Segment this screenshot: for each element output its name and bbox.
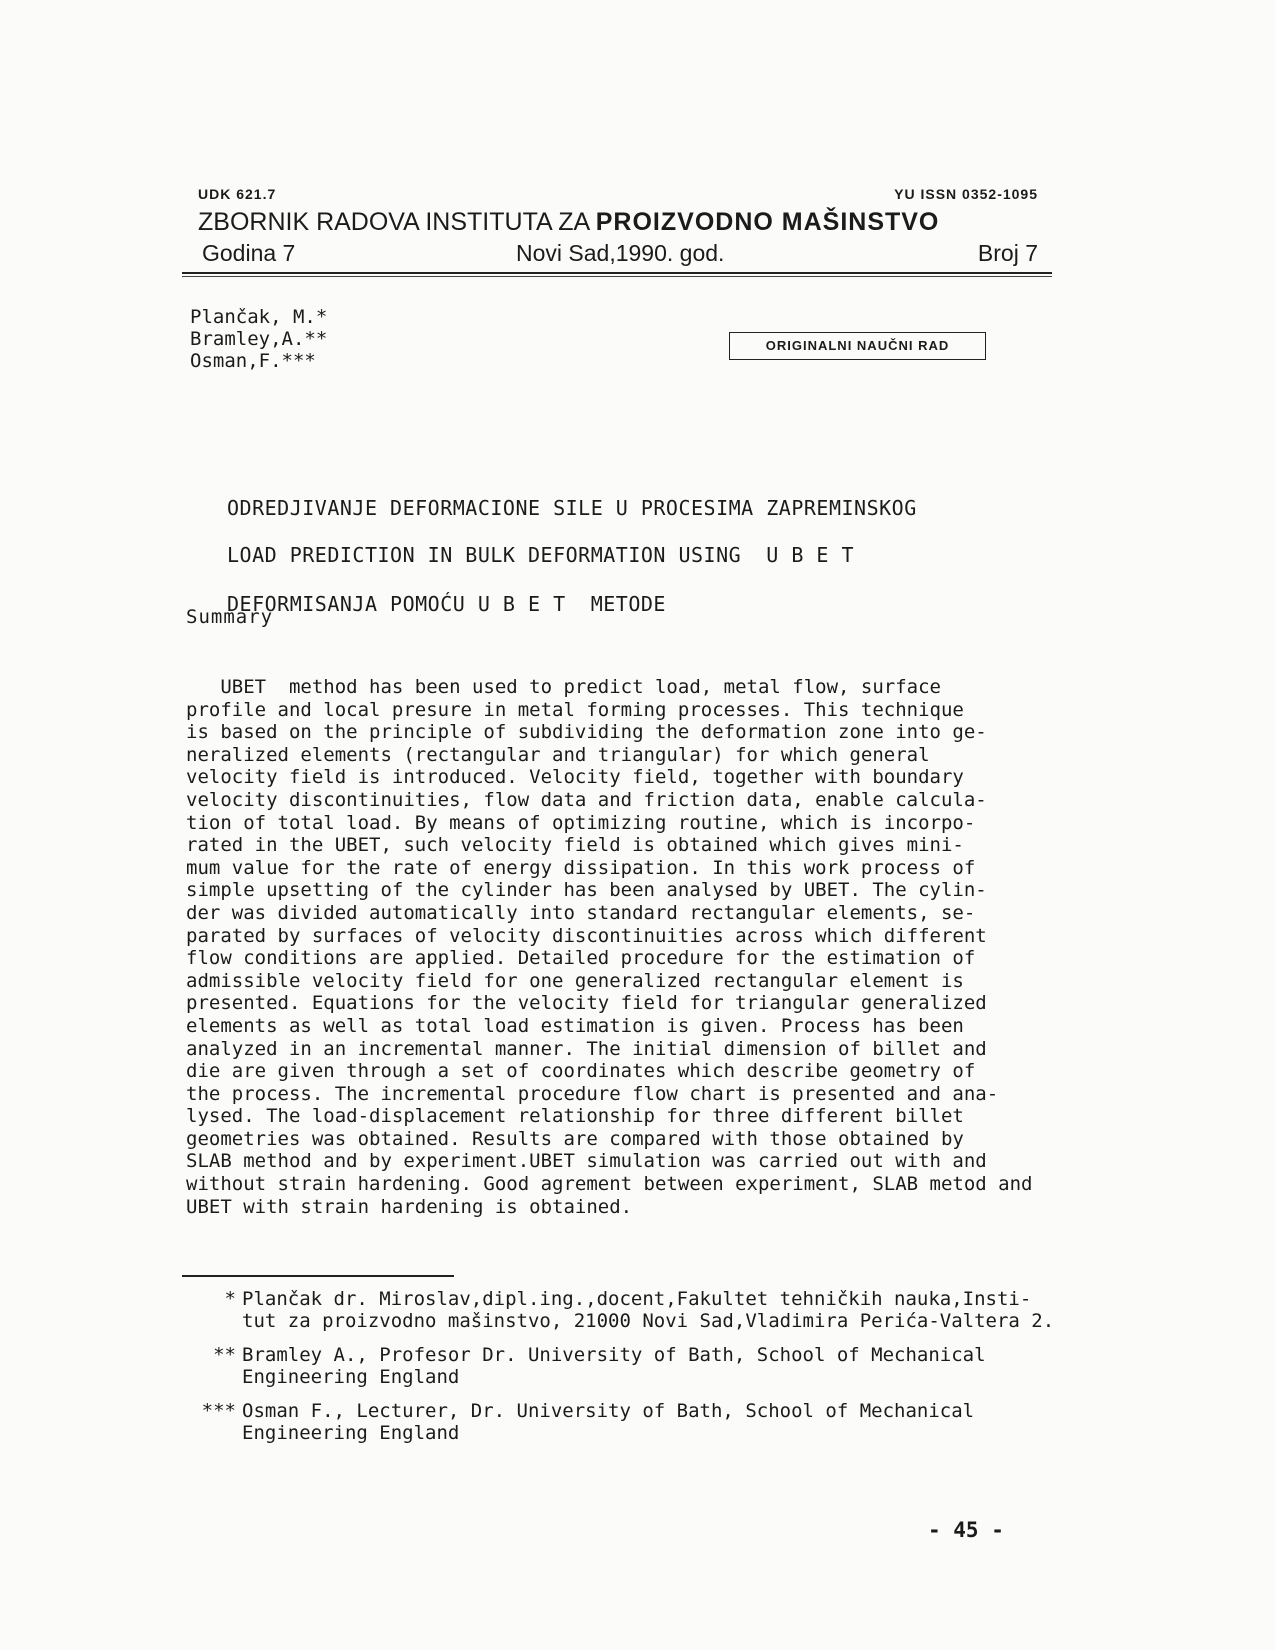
abstract-line: velocity field is introduced. Velocity field, together with boundary [186,766,964,789]
summary-heading: Summary [186,606,274,628]
year-label: Godina 7 [202,240,296,266]
issn-code: YU ISSN 0352-1095 [894,186,1038,202]
title-local [227,428,917,652]
abstract-line: der was divided automatically into standard rectangular elements, se- [186,901,976,924]
abstract-line: admissible velocity field for one generalized rectangular element is [186,969,964,992]
footnote [186,1288,1054,1332]
page-number: - 45 - [928,1518,1004,1542]
paper-type-badge: ORIGINALNI NAUČNI RAD [729,332,986,360]
place-date: Novi Sad,1990. god. [516,240,725,266]
abstract-line: SLAB method and by experiment.UBET simulation was carried out with and [186,1150,987,1173]
abstract-line: lysed. The load-displacement relationship for three different billet [186,1105,964,1128]
abstract-line: without strain hardening. Good agrement between experiment, SLAB metod and [186,1173,1033,1196]
abstract-line: UBET with strain hardening is obtained. [186,1195,633,1218]
abstract-line: is based on the principle of subdividing the deformation zone into ge- [186,721,987,744]
footnote-line: tut za proizvodno mašinstvo, 21000 Novi Sad,Vladimira Perića-Valtera 2. [242,1310,1055,1332]
journal-title-regular: ZBORNIK RADOVA INSTITUTA ZA [198,208,596,236]
title-english: LOAD PREDICTION IN BULK DEFORMATION USING U B E T [227,543,855,567]
footnote-mark: ** [213,1344,236,1366]
footnote-line: Bramley A., Profesor Dr. University of Bath, School of Mechanical [242,1344,986,1366]
abstract-line: presented. Equations for the velocity field for triangular generalized [186,992,987,1015]
footnote-line: Osman F., Lecturer, Dr. University of Bath, School of Mechanical [242,1400,975,1422]
footnote-line: Engineering England [242,1366,460,1388]
author: Osman,F.*** [190,350,316,372]
footnotes [186,1288,1054,1456]
issue-number: Broj 7 [977,240,1038,266]
abstract-line: neralized elements (rectangular and triangular) for which general [186,743,930,766]
abstract-line: velocity discontinuities, flow data and friction data, enable calcula- [186,788,987,811]
abstract-line: elements as well as total load estimation is given. Process has been [186,1014,964,1037]
abstract-line: geometries was obtained. Results are compared with those obtained by [186,1127,964,1150]
footnote-line: Engineering England [242,1422,460,1444]
author: Bramley,A.** [190,328,328,350]
journal-title-bold: PROIZVODNO MAŠINSTVO [595,208,940,236]
abstract-line: UBET method has been used to predict load, metal flow, surface [186,676,941,698]
abstract-line: parated by surfaces of velocity discontinuities across which different [186,924,987,947]
abstract [186,676,1066,1218]
abstract-line: flow conditions are applied. Detailed procedure for the estimation of [186,947,976,970]
title-local-line: DEFORMISANJA POMOĆU U B E T METODE [227,592,666,616]
abstract-line: profile and local presure in metal forming processes. This technique [186,698,964,721]
author-list [190,306,327,372]
udk-code: UDK 621.7 [198,186,277,202]
footnote [186,1400,1054,1444]
abstract-line: the process. The incremental procedure flow chart is presented and ana- [186,1082,999,1105]
footnote-mark: *** [201,1400,236,1422]
author: Plančak, M.* [190,306,328,328]
abstract-line: rated in the UBET, such velocity field is obtained which gives mini- [186,834,964,857]
header-rule-thin [182,276,1052,277]
footnote-line: Plančak dr. Miroslav,dipl.ing.,docent,Fakultet tehničkih nauka,Insti- [242,1288,1032,1310]
title-local-line: ODREDJIVANJE DEFORMACIONE SILE U PROCESIMA ZAPREMINSKOG [227,496,917,520]
abstract-line: tion of total load. By means of optimizing routine, which is incorpo- [186,811,976,834]
abstract-line: simple upsetting of the cylinder has been analysed by UBET. The cylin- [186,879,987,902]
footnote [186,1344,1054,1388]
footnote-rule [182,1275,454,1277]
footnote-mark: * [224,1288,236,1310]
journal-title [198,208,1040,237]
header-rule [182,272,1052,274]
abstract-line: analyzed in an incremental manner. The initial dimension of billet and [186,1037,987,1060]
abstract-line: mum value for the rate of energy dissipation. In this work process of [186,856,976,879]
journal-info-line [198,240,1040,270]
abstract-line: die are given through a set of coordinates which describe geometry of [186,1060,976,1083]
